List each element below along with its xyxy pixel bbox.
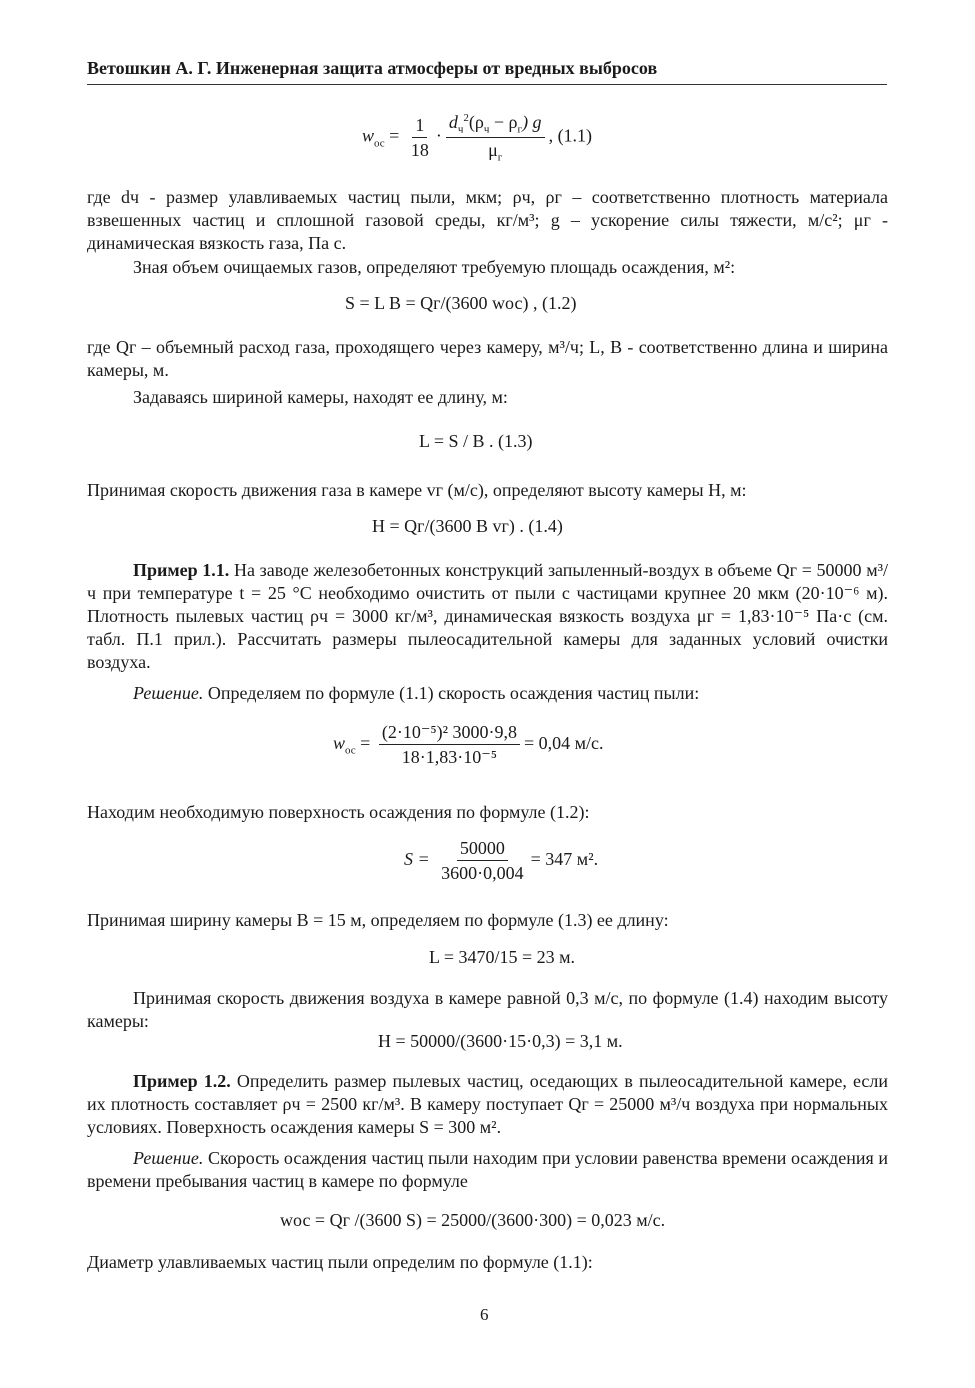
equation-1-2: S = L B = Qг/(3600 wос) , (1.2) [345, 293, 577, 313]
example-1-1: Пример 1.1. На заводе железобетонных конструкций запыленный-воздух в объеме Qг = 50000 м³/ч при температуре t = 25 °С необходимо очистить от пыли с частицами крупнее 20 мкм (20·10⁻⁶ м). Плотность пылевых частиц ρч = 3000 кг/м³, динамическая вязкость воздуха μг = 1,83·10⁻⁵ Па·с (см. табл. П.1 прил.). Рассчитать размеры пылеосадительной камеры для заданных условий очистки воздуха. [87, 560, 888, 672]
paragraph-1: где dч - размер улавливаемых частиц пыли, мкм; ρч, ρг – соответственно плотность материала взвешенных частиц и сплошной газовой среды, кг/м³; g – ускорение силы тяжести, м/с²; μг - динамическая вязкость газа, Па с. [87, 187, 888, 253]
equation-surface: S = $\frac{50000}{3600\cdot 0,004}$ = 347 м². [404, 838, 599, 883]
solution-1-1: Решение. Определяем по формуле (1.1) скорость осаждения частиц пыли: [133, 683, 700, 703]
paragraph-5: Принимая скорость движения газа в камере vг (м/с), определяют высоту камеры H, м: [87, 480, 747, 500]
equation-settling-velocity: $w_{ос}$ = $\frac{\text{(2·10⁻⁵)² 3000·9,8}}{\text{18·1,83·10⁻⁵}}$ = 0,04 м/с. [333, 722, 604, 767]
equation-velocity-2: wос = Qг /(3600 S) = 25000/(3600·300) = 0,023 м/с. [280, 1210, 666, 1230]
page-number: 6 [480, 1305, 489, 1324]
example-title: Пример 1.2. [133, 1071, 231, 1091]
example-1-2: Пример 1.2. Определить размер пылевых частиц, оседающих в пылеосадительной камере, если их плотность составляет ρч = 2500 кг/м³. В камеру поступает Qг = 25000 м³/ч воздуха при нормальных условиях. Поверхность осаждения камеры S = 300 м². [87, 1071, 888, 1137]
paragraph-3: где Qг – объемный расход газа, проходящего через камеру, м³/ч; L, B - соответственно длина и ширина камеры, м. [87, 337, 888, 380]
paragraph-4: Задаваясь шириной камеры, находят ее длину, м: [133, 387, 508, 407]
running-header: Ветошкин А. Г. Инженерная защита атмосферы от вредных выбросов [87, 58, 658, 78]
equation-1-3: L = S / B . (1.3) [419, 431, 533, 451]
paragraph-2: Зная объем очищаемых газов, определяют требуемую площадь осаждения, м²: [133, 257, 736, 277]
example-title: Пример 1.1. [133, 560, 230, 580]
paragraph-6: Находим необходимую поверхность осаждения по формуле (1.2): [87, 802, 590, 822]
solution-1-2: Решение. Скорость осаждения частиц пыли находим при условии равенства времени осаждения и времени пребывания частиц в камере по формуле [87, 1148, 888, 1191]
equation-1-1: $w_{ос}$ = $\frac{1}{18}$ · $\frac{d_ч^2(\rho_ч - \rho_г) g}{\mu_г}$ , (1.1) [362, 112, 593, 164]
equation-1-4: H = Qг/(3600 B vг) . (1.4) [372, 516, 563, 536]
equation-length: L = 3470/15 = 23 м. [429, 947, 576, 967]
paragraph-9: Диаметр улавливаемых частиц пыли определим по формуле (1.1): [87, 1252, 593, 1272]
equation-height: H = 50000/(3600·15·0,3) = 3,1 м. [378, 1031, 623, 1051]
paragraph-8: Принимая скорость движения воздуха в камере равной 0,3 м/с, по формуле (1.4) находим высоту камеры: [87, 988, 888, 1031]
header-rule [87, 84, 887, 85]
paragraph-7: Принимая ширину камеры B = 15 м, определяем по формуле (1.3) ее длину: [87, 910, 669, 930]
